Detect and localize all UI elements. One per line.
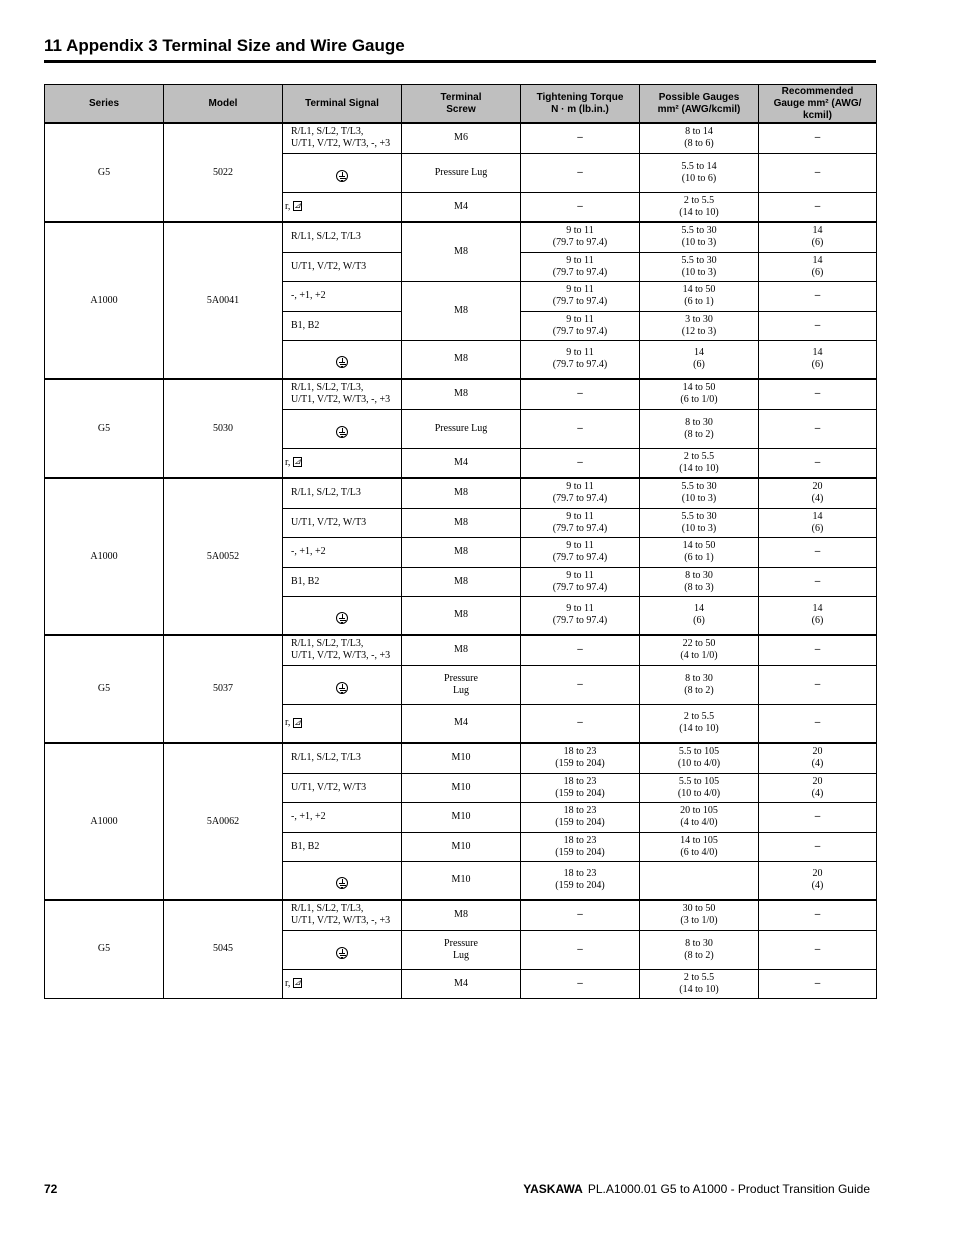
torque-cell: – — [521, 969, 640, 998]
table-row — [45, 635, 877, 665]
gauge-cell: 2 to 5.5 (14 to 10) — [640, 448, 759, 478]
torque-cell: – — [521, 900, 640, 930]
gauge-cell: 14 (6) — [640, 596, 759, 635]
recommended-cell: – — [759, 409, 877, 448]
torque-cell: 9 to 11 (79.7 to 97.4) — [521, 222, 640, 252]
model-cell: 5A0041 — [164, 222, 283, 379]
signal-cell: R/L1, S/L2, T/L3, U/T1, V/T2, W/T3, -, +3 — [283, 635, 402, 665]
rs-terminal-icon: ⊿ — [294, 457, 301, 467]
gauge-cell: 8 to 30 (8 to 3) — [640, 567, 759, 596]
screw-cell: M8 — [402, 281, 521, 340]
torque-cell: 9 to 11 (79.7 to 97.4) — [521, 596, 640, 635]
gauge-cell: 8 to 30 (8 to 2) — [640, 665, 759, 704]
screw-cell: M8 — [402, 596, 521, 635]
torque-cell: – — [521, 153, 640, 192]
table-row — [45, 379, 877, 409]
screw-cell: M8 — [402, 478, 521, 508]
screw-cell: M6 — [402, 123, 521, 153]
screw-cell: Pressure Lug — [402, 665, 521, 704]
gauge-cell: 14 to 50 (6 to 1/0) — [640, 379, 759, 409]
ground-icon — [336, 170, 348, 182]
gauge-cell: 2 to 5.5 (14 to 10) — [640, 192, 759, 222]
recommended-cell: 20 (4) — [759, 773, 877, 802]
page-number: 72 — [44, 1182, 58, 1196]
model-cell: 5045 — [164, 900, 283, 998]
gauge-cell: 14 to 105 (6 to 4/0) — [640, 832, 759, 861]
recommended-cell: – — [759, 123, 877, 153]
signal-cell — [283, 861, 402, 900]
torque-cell: 9 to 11 (79.7 to 97.4) — [521, 340, 640, 379]
recommended-cell: 14 (6) — [759, 340, 877, 379]
recommended-cell: – — [759, 930, 877, 969]
torque-cell: 18 to 23 (159 to 204) — [521, 743, 640, 773]
signal-cell: B1, B2 — [283, 311, 402, 340]
series-cell: A1000 — [45, 222, 164, 379]
rs-terminal-icon: ⊿ — [294, 978, 301, 988]
recommended-cell: – — [759, 537, 877, 567]
recommended-cell: – — [759, 567, 877, 596]
signal-cell: U/T1, V/T2, W/T3 — [283, 773, 402, 802]
signal-cell: R/L1, S/L2, T/L3 — [283, 478, 402, 508]
signal-cell: -, +1, +2 — [283, 537, 402, 567]
table-row — [45, 123, 877, 153]
torque-cell: – — [521, 379, 640, 409]
gauge-cell — [640, 861, 759, 900]
rs-terminal-icon: ⊿ — [294, 717, 301, 727]
ground-icon — [336, 612, 348, 624]
model-cell: 5A0052 — [164, 478, 283, 635]
recommended-cell: – — [759, 153, 877, 192]
series-cell: G5 — [45, 900, 164, 998]
signal-cell: B1, B2 — [283, 832, 402, 861]
series-cell: A1000 — [45, 478, 164, 635]
screw-cell: M4 — [402, 192, 521, 222]
ground-icon — [336, 877, 348, 889]
screw-cell: M8 — [402, 222, 521, 281]
ground-icon — [336, 356, 348, 368]
gauge-cell: 5.5 to 14 (10 to 6) — [640, 153, 759, 192]
screw-cell: M8 — [402, 635, 521, 665]
gauge-cell: 30 to 50 (3 to 1/0) — [640, 900, 759, 930]
recommended-cell: 20 (4) — [759, 861, 877, 900]
signal-cell — [283, 930, 402, 969]
signal-cell: r, ⊿ — [283, 969, 402, 998]
torque-cell: – — [521, 665, 640, 704]
gauge-cell: 5.5 to 105 (10 to 4/0) — [640, 773, 759, 802]
signal-cell — [283, 153, 402, 192]
recommended-cell: – — [759, 665, 877, 704]
series-cell: A1000 — [45, 743, 164, 900]
gauge-cell: 8 to 30 (8 to 2) — [640, 930, 759, 969]
header-row — [45, 85, 877, 124]
recommended-cell: – — [759, 448, 877, 478]
gauge-cell: 5.5 to 30 (10 to 3) — [640, 478, 759, 508]
gauge-cell: 2 to 5.5 (14 to 10) — [640, 704, 759, 743]
screw-cell: M10 — [402, 861, 521, 900]
recommended-cell: – — [759, 832, 877, 861]
page-heading: 11 Appendix 3 Terminal Size and Wire Gauge — [44, 36, 405, 55]
gauge-cell: 5.5 to 105 (10 to 4/0) — [640, 743, 759, 773]
table-row — [45, 900, 877, 930]
screw-cell: M4 — [402, 704, 521, 743]
screw-cell: M10 — [402, 832, 521, 861]
signal-cell: -, +1, +2 — [283, 802, 402, 832]
screw-cell: M8 — [402, 900, 521, 930]
torque-cell: 9 to 11 (79.7 to 97.4) — [521, 567, 640, 596]
series-cell: G5 — [45, 123, 164, 222]
recommended-cell: – — [759, 311, 877, 340]
header-possible-gauges: Possible Gauges mm² (AWG/kcmil) — [640, 85, 759, 124]
rs-terminal-icon: ⊿ — [294, 201, 301, 211]
model-cell: 5A0062 — [164, 743, 283, 900]
torque-cell: – — [521, 704, 640, 743]
recommended-cell: 20 (4) — [759, 743, 877, 773]
torque-cell: – — [521, 930, 640, 969]
signal-cell: B1, B2 — [283, 567, 402, 596]
signal-cell: r, ⊿ — [283, 704, 402, 743]
torque-cell: – — [521, 123, 640, 153]
table-row — [45, 222, 877, 252]
signal-cell — [283, 340, 402, 379]
signal-cell: R/L1, S/L2, T/L3, U/T1, V/T2, W/T3, -, +3 — [283, 900, 402, 930]
gauge-cell: 20 to 105 (4 to 4/0) — [640, 802, 759, 832]
signal-cell: U/T1, V/T2, W/T3 — [283, 508, 402, 537]
signal-cell: R/L1, S/L2, T/L3, U/T1, V/T2, W/T3, -, +3 — [283, 123, 402, 153]
recommended-cell: 14 (6) — [759, 596, 877, 635]
recommended-cell: 14 (6) — [759, 252, 877, 281]
signal-cell — [283, 409, 402, 448]
series-cell: G5 — [45, 635, 164, 743]
model-cell: 5030 — [164, 379, 283, 478]
recommended-cell: – — [759, 969, 877, 998]
torque-cell: 9 to 11 (79.7 to 97.4) — [521, 508, 640, 537]
recommended-cell: 14 (6) — [759, 508, 877, 537]
signal-cell: r, ⊿ — [283, 448, 402, 478]
model-cell: 5022 — [164, 123, 283, 222]
terminal-wire-gauge-table — [44, 84, 877, 999]
torque-cell: 9 to 11 (79.7 to 97.4) — [521, 537, 640, 567]
recommended-cell: – — [759, 635, 877, 665]
screw-cell: M8 — [402, 340, 521, 379]
signal-cell: R/L1, S/L2, T/L3 — [283, 222, 402, 252]
screw-cell: M10 — [402, 743, 521, 773]
signal-cell: r, ⊿ — [283, 192, 402, 222]
screw-cell: M4 — [402, 448, 521, 478]
recommended-cell: 14 (6) — [759, 222, 877, 252]
recommended-cell: – — [759, 802, 877, 832]
torque-cell: 18 to 23 (159 to 204) — [521, 773, 640, 802]
torque-cell: 9 to 11 (79.7 to 97.4) — [521, 311, 640, 340]
gauge-cell: 5.5 to 30 (10 to 3) — [640, 252, 759, 281]
torque-cell: – — [521, 409, 640, 448]
series-cell: G5 — [45, 379, 164, 478]
screw-cell: M10 — [402, 802, 521, 832]
header-terminal-signal: Terminal Signal — [283, 85, 402, 124]
screw-cell: Pressure Lug — [402, 409, 521, 448]
torque-cell: 9 to 11 (79.7 to 97.4) — [521, 252, 640, 281]
table-row — [45, 478, 877, 508]
recommended-cell: – — [759, 704, 877, 743]
recommended-cell: – — [759, 379, 877, 409]
screw-cell: M8 — [402, 567, 521, 596]
header-recommended-gauge: Recommended Gauge mm² (AWG/ kcmil) — [759, 85, 877, 124]
torque-cell: 18 to 23 (159 to 204) — [521, 802, 640, 832]
torque-cell: 9 to 11 (79.7 to 97.4) — [521, 281, 640, 311]
header-tightening-torque: Tightening Torque N · m (lb.in.) — [521, 85, 640, 124]
torque-cell: 9 to 11 (79.7 to 97.4) — [521, 478, 640, 508]
screw-cell: M8 — [402, 537, 521, 567]
ground-icon — [336, 947, 348, 959]
heading-rule — [44, 60, 876, 63]
torque-cell: 18 to 23 (159 to 204) — [521, 832, 640, 861]
torque-cell: 18 to 23 (159 to 204) — [521, 861, 640, 900]
gauge-cell: 22 to 50 (4 to 1/0) — [640, 635, 759, 665]
torque-cell: – — [521, 192, 640, 222]
screw-cell: Pressure Lug — [402, 930, 521, 969]
header-terminal-screw: Terminal Screw — [402, 85, 521, 124]
gauge-cell: 3 to 30 (12 to 3) — [640, 311, 759, 340]
signal-cell — [283, 596, 402, 635]
ground-icon — [336, 426, 348, 438]
footer-doc-title — [523, 1182, 870, 1196]
torque-cell: – — [521, 448, 640, 478]
recommended-cell: – — [759, 281, 877, 311]
recommended-cell: – — [759, 192, 877, 222]
signal-cell — [283, 665, 402, 704]
gauge-cell: 5.5 to 30 (10 to 3) — [640, 508, 759, 537]
model-cell: 5037 — [164, 635, 283, 743]
brand-name: YASKAWA — [523, 1182, 583, 1196]
torque-cell: – — [521, 635, 640, 665]
gauge-cell: 14 to 50 (6 to 1) — [640, 537, 759, 567]
ground-icon — [336, 682, 348, 694]
recommended-cell: – — [759, 900, 877, 930]
screw-cell: Pressure Lug — [402, 153, 521, 192]
signal-cell: R/L1, S/L2, T/L3, U/T1, V/T2, W/T3, -, +3 — [283, 379, 402, 409]
gauge-cell: 8 to 14 (8 to 6) — [640, 123, 759, 153]
screw-cell: M8 — [402, 508, 521, 537]
doc-title: PL.A1000.01 G5 to A1000 - Product Transition Guide — [587, 1182, 870, 1196]
gauge-cell: 2 to 5.5 (14 to 10) — [640, 969, 759, 998]
gauge-cell: 14 (6) — [640, 340, 759, 379]
screw-cell: M10 — [402, 773, 521, 802]
header-series: Series — [45, 85, 164, 124]
signal-cell: U/T1, V/T2, W/T3 — [283, 252, 402, 281]
gauge-cell: 14 to 50 (6 to 1) — [640, 281, 759, 311]
signal-cell: R/L1, S/L2, T/L3 — [283, 743, 402, 773]
header-model: Model — [164, 85, 283, 124]
signal-cell: -, +1, +2 — [283, 281, 402, 311]
recommended-cell: 20 (4) — [759, 478, 877, 508]
gauge-cell: 5.5 to 30 (10 to 3) — [640, 222, 759, 252]
table-row — [45, 743, 877, 773]
screw-cell: M8 — [402, 379, 521, 409]
screw-cell: M4 — [402, 969, 521, 998]
gauge-cell: 8 to 30 (8 to 2) — [640, 409, 759, 448]
